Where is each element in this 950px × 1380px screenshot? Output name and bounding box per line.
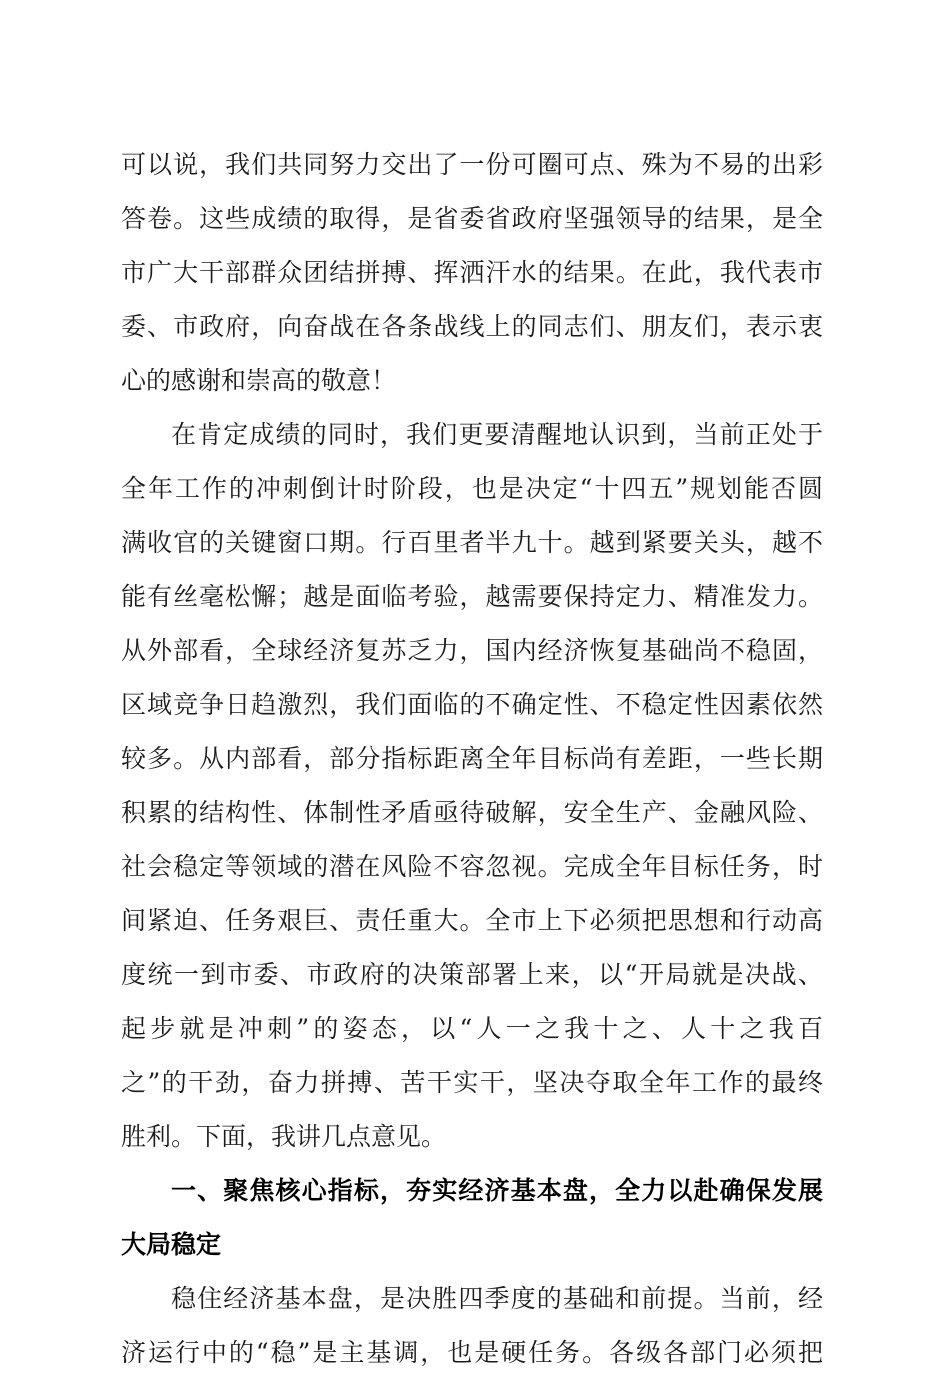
section-heading-1	[121, 1164, 823, 1272]
text-line: 稳住经济基本盘，是决胜四季度的基础和前提。当前，经	[171, 1284, 823, 1313]
text-line: 在肯定成绩的同时，我们更要清醒地认识到，当前正处于	[171, 420, 823, 449]
heading-line: 大局稳定	[121, 1230, 222, 1259]
text-line: 全年工作的冲刺倒计时阶段，也是决定“十四五”规划能否圆	[121, 474, 823, 503]
text-line: 较多。从内部看，部分指标距离全年目标尚有差距，一些长期	[121, 744, 823, 773]
paragraph-1	[121, 138, 823, 408]
text-line: 委、市政府，向奋战在各条战线上的同志们、朋友们，表示衷	[121, 312, 823, 341]
paragraph-3	[121, 1272, 823, 1380]
text-line: 起步就是冲刺”的姿态，以“人一之我十之、人十之我百	[121, 1014, 823, 1043]
text-line: 之”的干劲，奋力拼搏、苦干实干，坚决夺取全年工作的最终	[121, 1068, 823, 1097]
text-line: 济运行中的“稳”是主基调，也是硬任务。各级各部门必须把	[121, 1338, 823, 1367]
text-line: 能有丝毫松懈；越是面临考验，越需要保持定力、精准发力。	[121, 582, 823, 611]
text-line: 心的感谢和崇高的敬意！	[121, 366, 397, 395]
text-line: 社会稳定等领域的潜在风险不容忽视。完成全年目标任务，时	[121, 852, 823, 881]
text-line: 区域竞争日趋激烈，我们面临的不确定性、不稳定性因素依然	[121, 690, 823, 719]
text-line: 市广大干部群众团结拼搏、挥洒汗水的结果。在此，我代表市	[121, 258, 823, 287]
heading-line: 一、聚焦核心指标，夯实经济基本盘，全力以赴确保发展	[171, 1176, 823, 1205]
document-page	[121, 138, 823, 1380]
text-line: 答卷。这些成绩的取得，是省委省政府坚强领导的结果，是全	[121, 204, 823, 233]
text-line: 从外部看，全球经济复苏乏力，国内经济恢复基础尚不稳固，	[121, 636, 823, 665]
text-line: 胜利。下面，我讲几点意见。	[121, 1122, 447, 1151]
text-line: 可以说，我们共同努力交出了一份可圈可点、殊为不易的出彩	[121, 150, 823, 179]
text-line: 间紧迫、任务艰巨、责任重大。全市上下必须把思想和行动高	[121, 906, 823, 935]
text-line: 积累的结构性、体制性矛盾亟待破解，安全生产、金融风险、	[121, 798, 823, 827]
paragraph-2	[121, 408, 823, 1164]
text-line: 度统一到市委、市政府的决策部署上来，以“开局就是决战、	[121, 960, 823, 989]
text-line: 满收官的关键窗口期。行百里者半九十。越到紧要关头，越不	[121, 528, 823, 557]
